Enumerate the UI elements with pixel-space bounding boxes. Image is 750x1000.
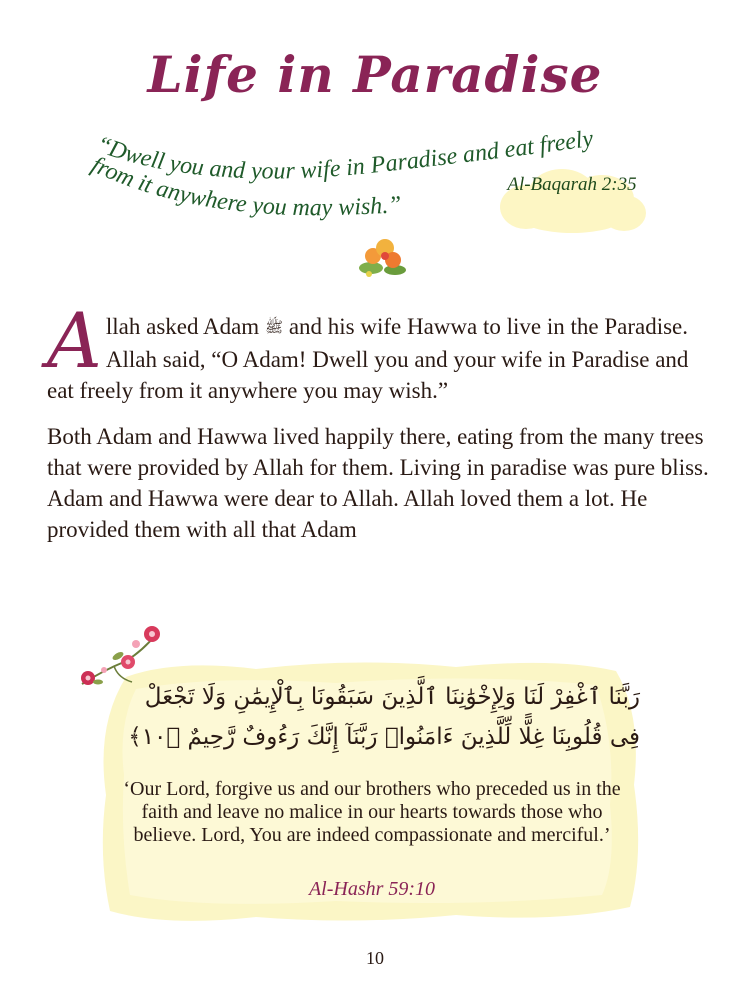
- paragraph-1-text-start: llah asked Adam: [105, 314, 265, 339]
- paragraph-1-text-end: and his wife Hawwa to live in the Paradise. Allah said, “O Adam! Dwell you and your wife in Paradise and eat freely from it anywhere you may wish.”: [47, 314, 689, 403]
- honorific-symbol: ﷺ: [264, 320, 284, 336]
- epigraph-line-2-text: from it anywhere you may wish.”: [87, 151, 403, 222]
- epigraph-reference: Al-Baqarah 2:35: [507, 174, 637, 195]
- story-paragraph-2: Both Adam and Hawwa lived happily there, eating from the many trees that were provided by Allah for them. Living in paradise was pure bliss. Adam and Hawwa were dear to Allah. Allah loved them a lot. He provided them with all that Adam: [47, 424, 709, 542]
- flower-ornament-icon: [355, 234, 409, 280]
- drop-cap: A: [47, 296, 102, 385]
- dua-translation: ‘Our Lord, forgive us and our brothers who preceded us in the faith and leave no malice in our hearts towards those who believe. Lord, You are indeed compassionate and merciful.’: [123, 778, 621, 846]
- dua-arabic-line-2: فِى قُلُوبِنَا غِلًّا لِّلَّذِينَ ءَامَنُوا۟ رَبَّنَآ إِنَّكَ رَءُوفٌ رَّحِيمٌ ﴿١٠﴾: [128, 724, 640, 750]
- story-paragraph-1: [47, 296, 717, 406]
- page-number: 10: [366, 948, 384, 968]
- dua-attribution: Al-Hashr 59:10: [308, 878, 436, 900]
- epigraph-line-1-text: “Dwell you and your wife in Paradise and eat freely: [92, 125, 595, 185]
- dua-arabic-line-1: رَبَّنَا ٱغْفِرْ لَنَا وَلِإِخْوَٰنِنَا ٱلَّذِينَ سَبَقُونَا بِٱلْإِيمَٰنِ وَلَا تَجْعَلْ: [144, 684, 640, 710]
- page-title: Life in Paradise: [147, 45, 603, 104]
